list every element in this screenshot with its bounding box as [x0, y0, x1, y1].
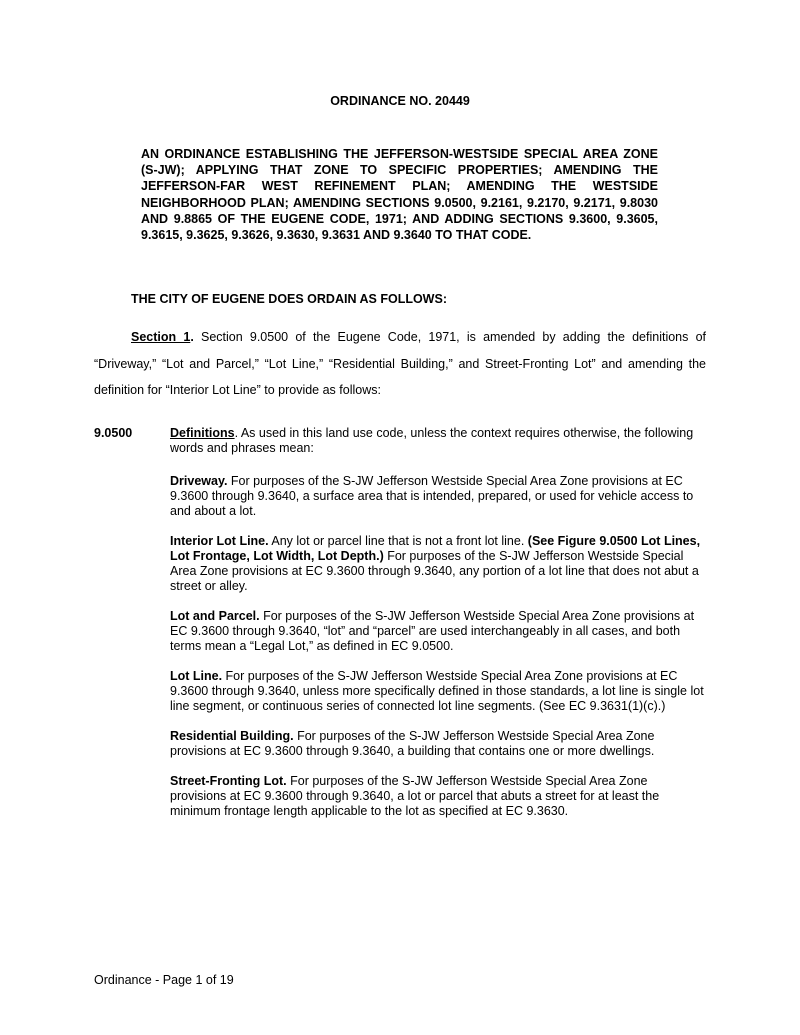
- definition-text: For purposes of the S-JW Jefferson Westside Special Area Zone provisions at EC 9.3600 through 9.3640, “lot” and “parcel” are used interchangeably in all cases, and both terms mean a “Legal Lot,” as defined in EC 9.0500.: [170, 609, 695, 653]
- definition-text: For purposes of the S-JW Jefferson Westside Special Area Zone provisions at EC 9.3600 through 9.3640, unless more specifically defined in those standards, a lot line is single lot line segment, or continuous series of connected lot line segments. (See EC 9.3631(1)(c).): [170, 669, 704, 713]
- ordinance-title: ORDINANCE NO. 20449: [330, 94, 470, 108]
- definition-text: For purposes of the S-JW Jefferson Westside Special Area Zone provisions at EC 9.3600 through 9.3640, a surface area that is intended, prepared, or used for vehicle access to and about a lot.: [170, 474, 694, 518]
- definition-interior-lot-line: [170, 534, 705, 594]
- definition-text: For purposes of the S-JW Jefferson Westside Special Area Zone provisions at EC 9.3600 through 9.3640, a building that contains one or more dwellings.: [170, 729, 655, 758]
- code-section-number: 9.0500: [94, 426, 133, 440]
- definition-lot-and-parcel: [170, 609, 705, 654]
- definition-term: Interior Lot Line.: [170, 534, 269, 548]
- page-footer: Ordinance - Page 1 of 19: [94, 973, 234, 987]
- definition-term: Street-Fronting Lot.: [170, 774, 287, 788]
- ordinance-caption: AN ORDINANCE ESTABLISHING THE JEFFERSON-WESTSIDE SPECIAL AREA ZONE (S-JW); APPLYING THAT ZONE TO SPECIFIC PROPERTIES; AMENDING THE JEFFERSON-FAR WEST REFINEMENT PLAN; AMENDING THE WESTSIDE NEIGHBORHOOD PLAN; AMENDING SECTIONS 9.0500, 9.2161, 9.2170, 9.2171, 9.8030 AND 9.8865 OF THE EUGENE CODE, 1971; AND ADDING SECTIONS 9.3600, 9.3605, 9.3615, 9.3625, 9.3626, 9.3630, 9.3631 AND 9.3640 TO THAT CODE.: [141, 147, 658, 243]
- definition-driveway: [170, 474, 705, 519]
- definition-residential-building: [170, 729, 705, 759]
- definition-street-fronting-lot: [170, 774, 705, 819]
- definition-term: Lot Line.: [170, 669, 223, 683]
- section-1-label: Section 1: [131, 330, 191, 344]
- definition-term: Residential Building.: [170, 729, 294, 743]
- definition-text-continued: For purposes of the S-JW Jefferson Westside Special Area Zone provisions at EC 9.3600 through 9.3640, any portion of a lot line that does not abut a street or alley.: [170, 549, 699, 593]
- definition-term: Driveway.: [170, 474, 228, 488]
- section-1-paragraph: [94, 324, 706, 404]
- ordain-heading: THE CITY OF EUGENE DOES ORDAIN AS FOLLOWS:: [131, 292, 447, 306]
- definition-term: Lot and Parcel.: [170, 609, 260, 623]
- code-section-lead: [170, 426, 700, 456]
- code-section-lead-text: . As used in this land use code, unless the context requires otherwise, the following words and phrases mean:: [170, 426, 694, 455]
- code-section-term: Definitions: [170, 426, 235, 440]
- section-1-dot: .: [190, 330, 194, 344]
- definition-text: Any lot or parcel line that is not a front lot line.: [268, 534, 528, 548]
- definition-text: For purposes of the S-JW Jefferson Westside Special Area Zone provisions at EC 9.3600 through 9.3640, a lot or parcel that abuts a street for at least the minimum frontage length applicable to the lot as specified at EC 9.3630.: [170, 774, 660, 818]
- section-1-text: Section 9.0500 of the Eugene Code, 1971, is amended by adding the definitions of “Driveway,” “Lot and Parcel,” “Lot Line,” “Residential Building,” and Street-Fronting Lot” and amending the definition for “Interior Lot Line” to provide as follows:: [94, 330, 707, 397]
- definition-lot-line: [170, 669, 705, 714]
- definition-figure-reference: (See Figure 9.0500 Lot Lines, Lot Frontage, Lot Width, Lot Depth.): [170, 534, 701, 563]
- definitions-list: [170, 474, 705, 834]
